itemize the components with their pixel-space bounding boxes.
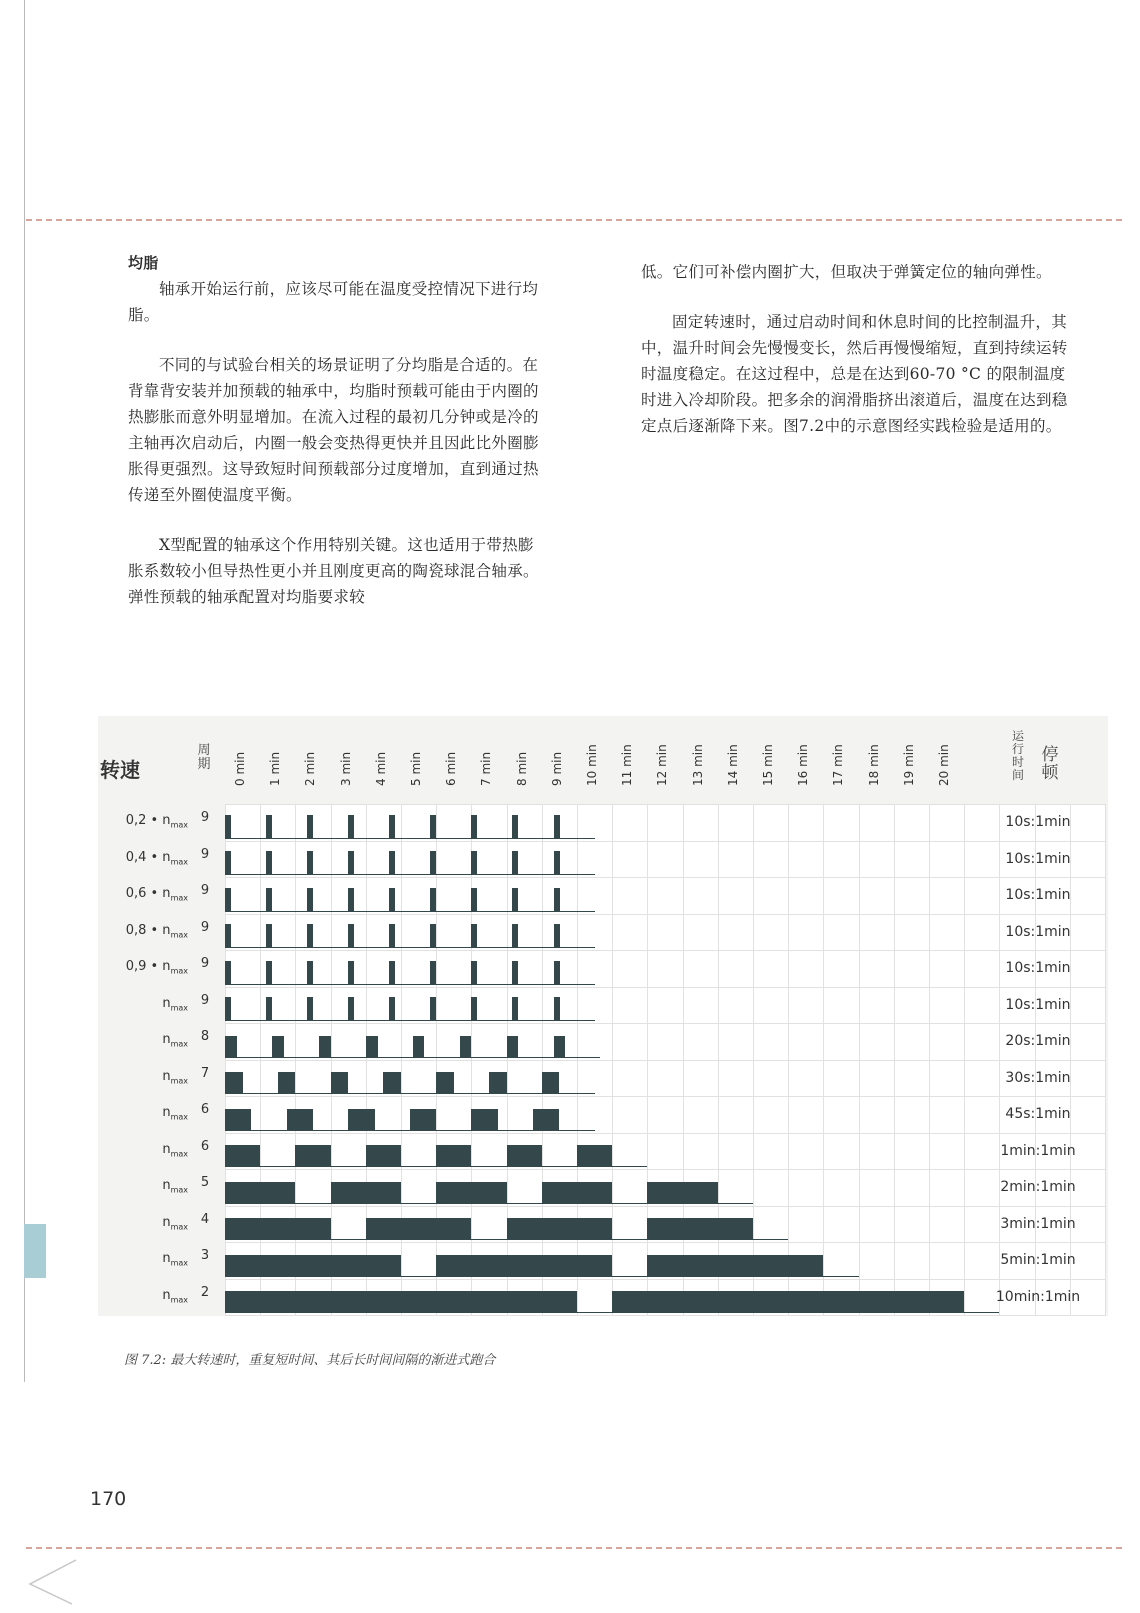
run-block xyxy=(507,1036,519,1058)
run-stop-ratio: 20s:1min xyxy=(1005,1033,1071,1049)
speed-label: 0,6 • $n_{max}$ xyxy=(125,886,188,903)
run-stop-ratio: 5min:1min xyxy=(1000,1252,1076,1268)
run-block xyxy=(225,1291,577,1313)
run-block xyxy=(389,924,395,948)
baseline xyxy=(225,947,595,948)
time-tick-label: 16 min xyxy=(796,744,811,786)
run-block xyxy=(348,851,354,875)
run-block xyxy=(554,924,560,948)
run-block xyxy=(348,815,354,839)
baseline xyxy=(225,1239,788,1240)
run-block xyxy=(266,997,272,1021)
run-block xyxy=(307,888,313,912)
time-tick-label: 10 min xyxy=(585,744,599,786)
time-tick-label: 2 min xyxy=(303,751,318,786)
run-block xyxy=(307,815,313,839)
run-block xyxy=(225,815,231,839)
run-block xyxy=(348,961,354,985)
grid-line-horizontal xyxy=(225,1133,1105,1134)
run-block xyxy=(512,815,518,839)
run-stop-ratio: 10s:1min xyxy=(1005,887,1071,903)
run-block xyxy=(307,961,313,985)
cycle-count: 2 xyxy=(200,1284,210,1300)
speed-label: 0,2 • $n_{max}$ xyxy=(125,813,188,830)
left-paragraph: 不同的与试验台相关的场景证明了分均脂是合适的。在背靠背安装并加预载的轴承中，均脂时预载可能由于内圈的热膨胀而意外明显增加。在流入过程的最初几分钟或是冷的主轴再次启动后，内圈一般会变热得更快并且因此比外圈膨胀得更强烈。这导致短时间预载部分过度增加，直到通过热传递至外圈使温度平衡。 xyxy=(128,356,539,504)
run-block xyxy=(471,815,477,839)
baseline xyxy=(225,1057,600,1058)
run-block xyxy=(348,888,354,912)
grid-line-horizontal xyxy=(225,1096,1105,1097)
cycle-count: 9 xyxy=(200,810,210,825)
run-block xyxy=(319,1036,331,1058)
speed-label: $n_{max}$ xyxy=(162,1287,188,1305)
run-block xyxy=(512,851,518,875)
run-block xyxy=(471,924,477,948)
run-block xyxy=(430,997,436,1021)
run-block xyxy=(507,1218,613,1240)
run-block xyxy=(225,1182,295,1204)
run-block xyxy=(471,1109,497,1131)
run-block xyxy=(348,1109,374,1131)
run-block xyxy=(436,1255,612,1277)
run-block xyxy=(471,851,477,875)
grid-line-horizontal xyxy=(225,1279,1105,1280)
run-block xyxy=(471,888,477,912)
run-block xyxy=(225,924,231,948)
run-block xyxy=(266,961,272,985)
run-stop-ratio: 1min:1min xyxy=(1000,1142,1076,1159)
figure-caption: 图 7.2: 最大转速时，重复短时间、其后长时间间隔的渐进式跑合 xyxy=(124,1353,496,1368)
run-block xyxy=(389,961,395,985)
grid-line-horizontal xyxy=(225,1169,1105,1170)
run-block xyxy=(460,1036,472,1058)
run-block xyxy=(430,961,436,985)
run-block xyxy=(542,1072,560,1094)
run-stop-ratio: 45s:1min xyxy=(1005,1106,1071,1122)
grid-line-horizontal xyxy=(225,1023,1105,1024)
run-block xyxy=(410,1109,436,1131)
run-block xyxy=(512,997,518,1021)
grid-line-horizontal xyxy=(225,1060,1105,1061)
cycle-count: 9 xyxy=(200,992,210,1008)
run-block xyxy=(436,1182,506,1204)
baseline xyxy=(225,1166,647,1167)
speed-label: $n_{max}$ xyxy=(162,1178,188,1195)
time-tick-label: 4 min xyxy=(373,751,388,786)
run-block xyxy=(471,997,477,1021)
run-stop-ratio: 10s:1min xyxy=(1005,923,1071,940)
run-block xyxy=(413,1036,425,1058)
stop-header: 停顿 xyxy=(1041,745,1059,783)
run-stop-ratio: 10s:1min xyxy=(1005,814,1071,830)
run-stop-ratio: 30s:1min xyxy=(1005,1069,1071,1086)
run-block xyxy=(430,888,436,912)
run-block xyxy=(507,1145,542,1167)
cycle-count: 9 xyxy=(200,846,210,862)
speed-label: $n_{max}$ xyxy=(162,1251,188,1268)
run-block xyxy=(389,815,395,839)
run-block xyxy=(366,1145,401,1167)
run-block xyxy=(542,1182,612,1204)
run-block xyxy=(295,1145,330,1167)
page-number: 170 xyxy=(90,1488,127,1510)
speed-label: $n_{max}$ xyxy=(162,1141,188,1159)
run-block xyxy=(612,1291,964,1313)
run-block xyxy=(225,1218,331,1240)
grid-line-horizontal xyxy=(225,914,1105,915)
grid-line-horizontal xyxy=(225,1242,1105,1243)
run-block xyxy=(225,1036,237,1058)
run-block xyxy=(366,1218,472,1240)
baseline xyxy=(225,984,595,985)
run-block xyxy=(430,851,436,875)
grid-line-horizontal xyxy=(225,804,1105,805)
run-block xyxy=(383,1072,401,1094)
bottom-dashed-rule xyxy=(26,1547,1122,1549)
grid-line-horizontal xyxy=(225,841,1105,842)
speed-label: 0,4 • $n_{max}$ xyxy=(125,849,188,867)
run-block xyxy=(266,888,272,912)
time-tick-label: 18 min xyxy=(866,744,881,786)
run-block xyxy=(489,1072,507,1094)
speed-label: 0,8 • $n_{max}$ xyxy=(125,922,188,940)
run-time-header: 运行时间 xyxy=(1011,729,1024,782)
run-block xyxy=(225,888,231,912)
run-block xyxy=(225,1109,251,1131)
grid-line-horizontal xyxy=(225,877,1105,878)
run-block xyxy=(577,1145,612,1167)
run-block xyxy=(389,851,395,875)
time-tick-label: 17 min xyxy=(831,744,846,786)
baseline xyxy=(225,1203,753,1204)
section-heading: 均脂 xyxy=(128,254,159,272)
left-column xyxy=(128,250,548,610)
cycle-count: 4 xyxy=(200,1211,210,1227)
run-block xyxy=(554,961,560,985)
run-stop-ratio: 10s:1min xyxy=(1005,996,1071,1013)
run-block xyxy=(647,1182,717,1204)
run-stop-ratio: 10s:1min xyxy=(1005,850,1071,867)
speed-label: $n_{max}$ xyxy=(162,1032,188,1049)
run-block xyxy=(331,1182,401,1204)
run-block xyxy=(266,924,272,948)
cycle-count: 8 xyxy=(200,1029,210,1044)
time-tick-label: 5 min xyxy=(409,751,423,786)
run-stop-ratio: 10s:1min xyxy=(1005,960,1071,976)
run-block xyxy=(272,1036,284,1058)
run-block xyxy=(225,1255,401,1277)
time-tick-label: 9 min xyxy=(549,751,564,786)
run-block xyxy=(266,815,272,839)
cycle-count: 9 xyxy=(200,956,210,971)
run-block xyxy=(348,997,354,1021)
baseline xyxy=(225,1312,999,1313)
period-header: 周期 xyxy=(197,743,211,772)
time-tick-label: 3 min xyxy=(338,751,353,786)
run-block xyxy=(647,1218,753,1240)
run-block xyxy=(512,924,518,948)
time-tick-label: 15 min xyxy=(761,744,775,786)
run-in-schedule-figure xyxy=(98,716,1108,1316)
run-block xyxy=(430,924,436,948)
speed-label: $n_{max}$ xyxy=(162,995,188,1013)
run-block xyxy=(225,1145,260,1167)
right-paragraph: 低。它们可补偿内圈扩大，但取决于弹簧定位的轴向弹性。 xyxy=(641,263,1052,281)
time-tick-label: 1 min xyxy=(268,751,283,786)
grid-line-horizontal xyxy=(225,950,1105,951)
chapter-tab xyxy=(24,1224,46,1278)
time-tick-label: 6 min xyxy=(444,751,459,786)
run-block xyxy=(554,1036,566,1058)
run-block xyxy=(389,888,395,912)
grid-line-horizontal xyxy=(225,1206,1105,1207)
run-block xyxy=(554,888,560,912)
run-block xyxy=(266,851,272,875)
run-block xyxy=(366,1036,378,1058)
cycle-count: 5 xyxy=(200,1175,210,1190)
baseline xyxy=(225,874,595,875)
left-paragraph: 轴承开始运行前，应该尽可能在温度受控情况下进行均脂。 xyxy=(128,280,539,324)
baseline xyxy=(225,1130,595,1131)
speed-header: 转速 xyxy=(100,758,140,782)
run-block xyxy=(278,1072,296,1094)
cycle-count: 6 xyxy=(200,1102,210,1117)
run-stop-ratio: 10min:1min xyxy=(995,1288,1081,1305)
time-tick-label: 11 min xyxy=(620,744,635,786)
time-tick-label: 12 min xyxy=(655,744,670,786)
run-block xyxy=(225,1072,243,1094)
run-block xyxy=(307,924,313,948)
left-paragraph: X型配置的轴承这个作用特别关键。这也适用于带热膨胀系数较小但导热性更小并且刚度更高的陶瓷球混合轴承。弹性预载的轴承配置对均脂要求较 xyxy=(128,536,539,606)
baseline xyxy=(225,1093,595,1094)
run-block xyxy=(436,1145,471,1167)
baseline xyxy=(225,1020,595,1021)
cycle-count: 7 xyxy=(200,1065,210,1081)
speed-label: $n_{max}$ xyxy=(162,1105,188,1122)
margin-line xyxy=(24,0,25,1382)
time-tick-label: 19 min xyxy=(901,744,916,786)
time-tick-label: 7 min xyxy=(479,751,494,786)
time-tick-label: 0 min xyxy=(233,751,247,786)
top-dashed-rule xyxy=(26,219,1122,221)
run-block xyxy=(348,924,354,948)
cycle-count: 6 xyxy=(200,1138,210,1154)
run-stop-ratio: 3min:1min xyxy=(1000,1215,1076,1232)
run-block xyxy=(512,961,518,985)
right-paragraph: 固定转速时，通过启动时间和休息时间的比控制温升，其中，温升时间会先慢慢变长，然后再慢慢缩短，直到持续运转时温度稳定。在这过程中，总是在达到60-70 °C 的限制温度时进入冷却阶段。把多余的润滑脂挤出滚道后，温度在达到稳定点后逐渐降下来。图7.2中的示意图经实践检验是适用的。 xyxy=(641,313,1068,435)
run-block xyxy=(554,997,560,1021)
time-tick-label: 8 min xyxy=(514,751,529,786)
run-block xyxy=(430,815,436,839)
baseline xyxy=(225,1276,859,1277)
cycle-count: 9 xyxy=(200,919,210,935)
run-block xyxy=(512,888,518,912)
time-tick-label: 13 min xyxy=(690,744,705,786)
run-block xyxy=(554,815,560,839)
run-block xyxy=(307,851,313,875)
run-block xyxy=(307,997,313,1021)
run-block xyxy=(225,997,231,1021)
time-tick-label: 14 min xyxy=(725,744,740,786)
run-block xyxy=(533,1109,559,1131)
run-block xyxy=(331,1072,349,1094)
speed-label: 0,9 • $n_{max}$ xyxy=(125,959,188,976)
run-block xyxy=(554,851,560,875)
baseline xyxy=(225,911,595,912)
cycle-count: 9 xyxy=(200,883,210,898)
run-block xyxy=(647,1255,823,1277)
run-block xyxy=(436,1072,454,1094)
speed-label: $n_{max}$ xyxy=(162,1214,188,1232)
run-stop-ratio: 2min:1min xyxy=(1000,1179,1076,1195)
grid-line-vertical xyxy=(1105,804,1106,1316)
cycle-count: 3 xyxy=(200,1248,210,1263)
run-block xyxy=(471,961,477,985)
run-block xyxy=(389,997,395,1021)
baseline xyxy=(225,838,595,839)
grid-line-horizontal xyxy=(225,987,1105,988)
run-block xyxy=(287,1109,313,1131)
time-tick-label: 20 min xyxy=(937,744,951,786)
run-block xyxy=(225,961,231,985)
speed-label: $n_{max}$ xyxy=(162,1068,188,1086)
page-curl-mark xyxy=(24,1556,84,1606)
run-block xyxy=(225,851,231,875)
right-column xyxy=(641,259,1077,439)
grid-line-horizontal xyxy=(225,1315,1105,1316)
